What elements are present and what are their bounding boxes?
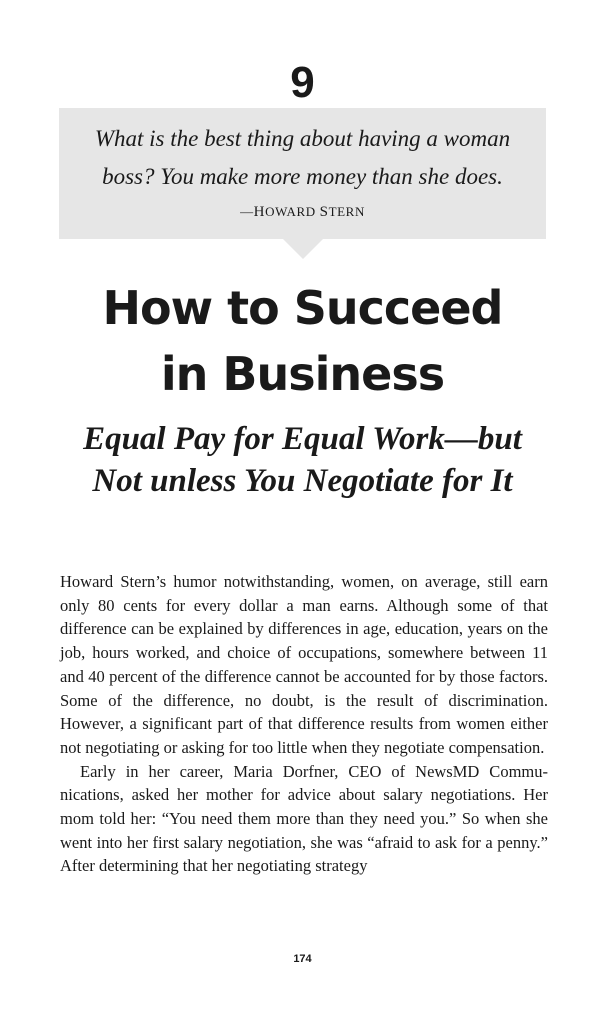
epigraph-quote-line2: boss? You make more money than she does.	[102, 164, 503, 189]
attribution-dash: —	[240, 204, 254, 219]
epigraph-pointer	[283, 239, 323, 259]
attribution-initial-first: H	[253, 204, 266, 220]
chapter-number: 9	[290, 58, 315, 107]
body-paragraph-1: Howard Stern’s humor notwithstanding, women, on average, still earn only 80 cents for every dollar a man earns. Although some of that difference can be explained by differences in age, education, years on the job, hours worked, and choice of occupations, somewhere between 11 and 40 percent of the difference cannot be accounted for by those factors. Some of the difference, no doubt, is the result of discrimination. However, a significant part of that difference results from women either not negotiating or asking for too little when they negotiate compensation.	[60, 572, 548, 757]
epigraph-quote-line1: What is the best thing about having a woman	[94, 126, 511, 151]
chapter-subtitle	[0, 418, 605, 502]
page-number: 174	[293, 953, 312, 965]
body-paragraph-2: Early in her career, Maria Dorfner, CEO of NewsMD Communications, asked her mother for advice about salary negotiations. Her mom told her: “You need them more than they need you.” So when she went into her first salary negotiation, she was “afraid to ask for a penny.” After determining that her negotiating strategy	[60, 761, 548, 876]
chapter-subtitle-line2: Not unless You Negotiate for It	[92, 463, 513, 499]
attribution-initial-last: S	[319, 204, 329, 220]
attribution-first-rest: OWARD	[265, 204, 316, 219]
body-text	[60, 570, 548, 878]
epigraph-quote	[59, 120, 546, 196]
chapter-title-line1: How to Succeed	[102, 281, 503, 335]
chapter-title-line2: in Business	[160, 347, 445, 401]
chapter-title	[0, 275, 605, 407]
epigraph-attribution	[59, 203, 546, 221]
attribution-last-rest: TERN	[328, 204, 365, 219]
chapter-subtitle-line1: Equal Pay for Equal Work—but	[83, 421, 522, 457]
